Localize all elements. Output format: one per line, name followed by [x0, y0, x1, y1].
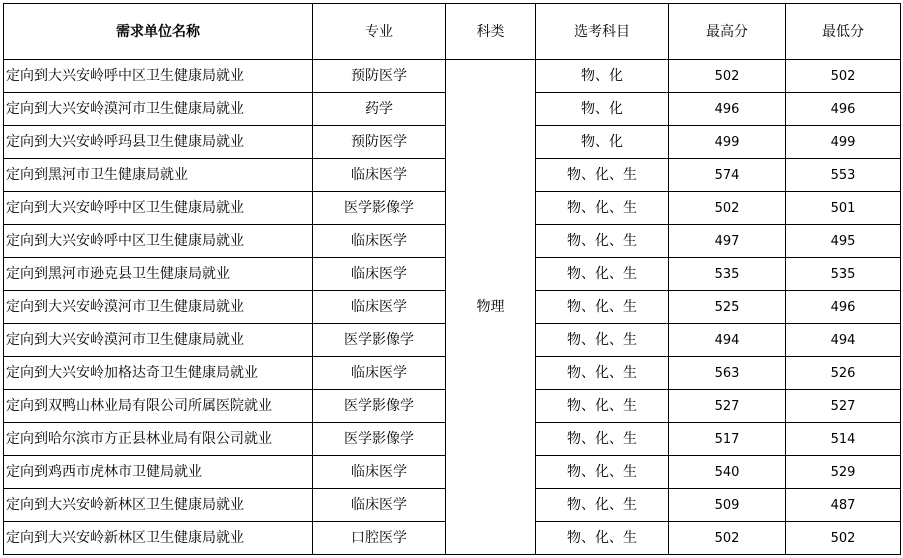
admission-score-table [3, 3, 901, 555]
cell-unit-name: 定向到哈尔滨市方正县林业局有限公司就业 [4, 423, 313, 456]
cell-min-score: 499 [786, 126, 901, 159]
cell-min-score: 502 [786, 522, 901, 555]
cell-max-score: 496 [669, 93, 786, 126]
cell-unit-name: 定向到大兴安岭加格达奇卫生健康局就业 [4, 357, 313, 390]
cell-min-score: 496 [786, 291, 901, 324]
cell-subjects: 物、化、生 [536, 489, 669, 522]
cell-major: 临床医学 [313, 489, 446, 522]
cell-min-score: 487 [786, 489, 901, 522]
cell-unit-name: 定向到大兴安岭漠河市卫生健康局就业 [4, 324, 313, 357]
cell-major: 医学影像学 [313, 192, 446, 225]
cell-max-score: 499 [669, 126, 786, 159]
cell-unit-name: 定向到大兴安岭呼玛县卫生健康局就业 [4, 126, 313, 159]
cell-min-score: 535 [786, 258, 901, 291]
cell-unit-name: 定向到黑河市卫生健康局就业 [4, 159, 313, 192]
cell-subjects: 物、化、生 [536, 456, 669, 489]
cell-subjects: 物、化、生 [536, 192, 669, 225]
cell-max-score: 502 [669, 522, 786, 555]
cell-subjects: 物、化 [536, 60, 669, 93]
header-min-score: 最低分 [786, 4, 901, 60]
cell-major: 预防医学 [313, 60, 446, 93]
cell-major: 临床医学 [313, 291, 446, 324]
table-body [4, 60, 901, 555]
cell-major: 口腔医学 [313, 522, 446, 555]
cell-min-score: 496 [786, 93, 901, 126]
cell-major: 临床医学 [313, 225, 446, 258]
header-max-score: 最高分 [669, 4, 786, 60]
cell-min-score: 495 [786, 225, 901, 258]
cell-min-score: 527 [786, 390, 901, 423]
cell-subjects: 物、化、生 [536, 291, 669, 324]
cell-min-score: 501 [786, 192, 901, 225]
cell-major: 药学 [313, 93, 446, 126]
cell-max-score: 497 [669, 225, 786, 258]
cell-max-score: 527 [669, 390, 786, 423]
cell-min-score: 553 [786, 159, 901, 192]
cell-max-score: 540 [669, 456, 786, 489]
cell-major: 医学影像学 [313, 390, 446, 423]
cell-unit-name: 定向到大兴安岭漠河市卫生健康局就业 [4, 291, 313, 324]
cell-max-score: 502 [669, 192, 786, 225]
cell-unit-name: 定向到大兴安岭新林区卫生健康局就业 [4, 489, 313, 522]
cell-unit-name: 定向到双鸭山林业局有限公司所属医院就业 [4, 390, 313, 423]
cell-min-score: 494 [786, 324, 901, 357]
cell-subjects: 物、化、生 [536, 258, 669, 291]
cell-max-score: 563 [669, 357, 786, 390]
cell-max-score: 494 [669, 324, 786, 357]
cell-subjects: 物、化 [536, 93, 669, 126]
cell-major: 临床医学 [313, 258, 446, 291]
cell-subjects: 物、化 [536, 126, 669, 159]
cell-subjects: 物、化、生 [536, 324, 669, 357]
cell-min-score: 526 [786, 357, 901, 390]
header-category: 科类 [446, 4, 536, 60]
cell-major: 临床医学 [313, 456, 446, 489]
header-subjects: 选考科目 [536, 4, 669, 60]
cell-max-score: 509 [669, 489, 786, 522]
cell-subjects: 物、化、生 [536, 159, 669, 192]
cell-major: 临床医学 [313, 159, 446, 192]
cell-max-score: 574 [669, 159, 786, 192]
cell-subjects: 物、化、生 [536, 390, 669, 423]
cell-subjects: 物、化、生 [536, 225, 669, 258]
cell-max-score: 535 [669, 258, 786, 291]
table-row [4, 60, 901, 93]
cell-max-score: 502 [669, 60, 786, 93]
cell-subjects: 物、化、生 [536, 357, 669, 390]
cell-subjects: 物、化、生 [536, 423, 669, 456]
cell-category: 物理 [446, 60, 536, 555]
cell-major: 临床医学 [313, 357, 446, 390]
cell-unit-name: 定向到大兴安岭呼中区卫生健康局就业 [4, 60, 313, 93]
table-header-row [4, 4, 901, 60]
cell-max-score: 525 [669, 291, 786, 324]
cell-min-score: 529 [786, 456, 901, 489]
cell-major: 医学影像学 [313, 423, 446, 456]
cell-min-score: 502 [786, 60, 901, 93]
header-major: 专业 [313, 4, 446, 60]
cell-min-score: 514 [786, 423, 901, 456]
cell-unit-name: 定向到黑河市逊克县卫生健康局就业 [4, 258, 313, 291]
cell-subjects: 物、化、生 [536, 522, 669, 555]
cell-unit-name: 定向到大兴安岭呼中区卫生健康局就业 [4, 225, 313, 258]
header-unit-name: 需求单位名称 [4, 4, 313, 60]
cell-unit-name: 定向到大兴安岭呼中区卫生健康局就业 [4, 192, 313, 225]
cell-major: 预防医学 [313, 126, 446, 159]
cell-unit-name: 定向到鸡西市虎林市卫健局就业 [4, 456, 313, 489]
cell-unit-name: 定向到大兴安岭新林区卫生健康局就业 [4, 522, 313, 555]
cell-major: 医学影像学 [313, 324, 446, 357]
cell-unit-name: 定向到大兴安岭漠河市卫生健康局就业 [4, 93, 313, 126]
cell-max-score: 517 [669, 423, 786, 456]
